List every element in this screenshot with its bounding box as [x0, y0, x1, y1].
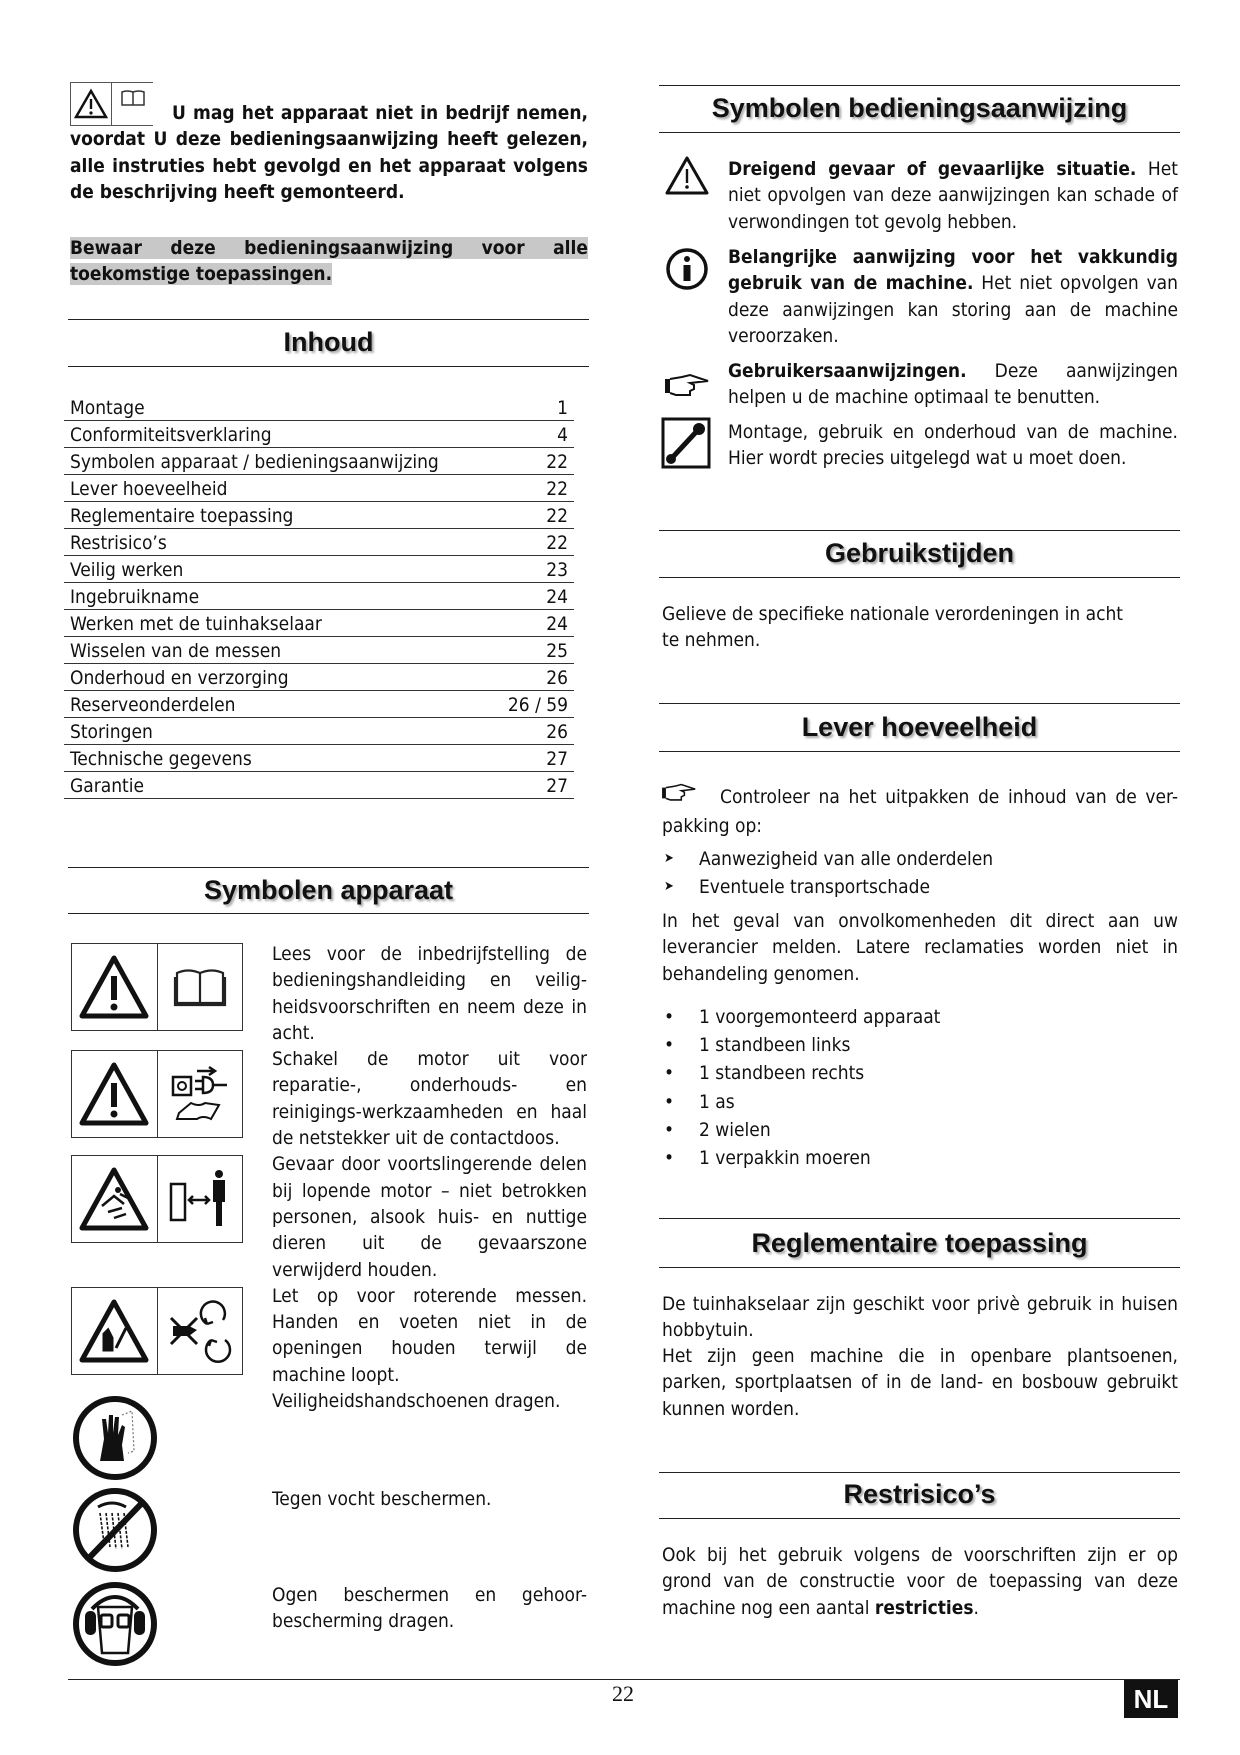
bold-text: restricties [874, 1596, 974, 1619]
list-item-text: Eventuele transportschade [699, 876, 930, 898]
toc-label: Restrisico’s [70, 532, 167, 554]
manual-symbol-user-tips [728, 358, 1178, 411]
toc-row [64, 502, 574, 529]
toc-label: Symbolen apparaat / bedieningsaanwijzing [70, 451, 439, 473]
symbol-description: Let op voor roterende messen. Handen en voeten niet in de openingen houden terwijl de machine loopt. [272, 1284, 587, 1386]
toc-title: Inhoud [283, 327, 374, 357]
intended-use-title: Reglementaire toepassing [751, 1228, 1088, 1258]
delivery-checks [662, 845, 1178, 901]
toc-page: 22 [546, 478, 568, 500]
manual-symbol-info [728, 244, 1178, 349]
list-item-text: 1 verpakkin moeren [699, 1147, 871, 1170]
list-item-text: 2 wielen [699, 1118, 771, 1141]
toc-row [64, 745, 574, 772]
toc-label: Garantie [70, 775, 145, 797]
symbol-description: Veiligheidshandschoenen dragen. [272, 1390, 561, 1413]
symbol-description: Lees voor de inbedrijfstelling de bedieningshandleiding en veilig-heidsvoorschriften en neem deze in acht. [272, 943, 587, 1044]
toc-label: Onderhoud en verzorging [70, 667, 289, 689]
warning-icon [72, 944, 158, 1030]
toc-label: Reglementaire toepassing [70, 505, 294, 527]
toc-page: 26 [546, 721, 568, 743]
keep-distance-icon [158, 1156, 243, 1242]
bullet-icon: • [664, 1062, 675, 1085]
toc-row [64, 637, 574, 664]
toc-label: Lever hoeveelheid [70, 478, 228, 500]
toc-label: Wisselen van de messen [70, 640, 282, 662]
symbol-description: Gevaar door voortslingerende delen bij lopende motor – niet betrokken personen, alsook huis- en nuttige dieren uit de gevaarszone verwijderd houden. [272, 1153, 587, 1281]
unplug-icon [158, 1051, 243, 1137]
toc-page: 26 [546, 667, 568, 689]
usage-times-title: Gebruikstijden [824, 538, 1015, 568]
book-icon [158, 944, 243, 1030]
intro-warning-text: U mag het apparaat niet in bedrijf nemen, voordat U deze bedieningsaanwijzing heeft gelezen, alle instruties hebt gevolgd en het apparaat volgens de beschrijving heeft gemonteerd. [70, 102, 588, 203]
text: Deze aanwijzingen helpen u de machine optimaal te benutten. [728, 360, 1178, 409]
arrow-bullet-icon: ➤ [664, 879, 674, 894]
toc-page: 25 [546, 640, 568, 662]
arrow-bullet-icon: ➤ [664, 851, 674, 866]
symbol-flying-parts [71, 1155, 243, 1243]
bullet-icon: • [664, 1118, 675, 1141]
toc-row [64, 448, 574, 475]
page-number: 22 [612, 1681, 634, 1706]
intro-keep-text [70, 235, 588, 288]
toc-row [64, 691, 574, 718]
usage-times-text: Gelieve de specifieke nationale verordeningen in acht te nehmen. [662, 603, 1124, 652]
manual-symbol-danger [728, 156, 1178, 235]
list-item [662, 1144, 1178, 1172]
manual-symbols-title: Symbolen bedieningsaanwijzing [711, 93, 1128, 123]
toc-page: 24 [546, 613, 568, 635]
bold-lead: Dreigend gevaar of gevaarlijke situatie. [728, 158, 1137, 180]
bullet-icon: • [664, 1147, 675, 1170]
symbol-rotating-blades [71, 1287, 243, 1375]
delivery-contents [662, 1003, 1178, 1172]
table-of-contents [64, 394, 574, 799]
toc-label: Werken met de tuinhakselaar [70, 613, 322, 635]
wrench-icon [661, 417, 711, 476]
text: . [973, 1596, 979, 1619]
language-badge: NL [1124, 1680, 1178, 1718]
residual-risks-title: Restrisico’s [843, 1479, 996, 1509]
text: Montage, gebruik en onderhoud van de machine. Hier wordt precies uitgelegd wat u moet doen. [728, 421, 1178, 470]
toc-page: 1 [557, 397, 568, 419]
bullet-icon: • [664, 1034, 675, 1057]
toc-page: 27 [546, 775, 568, 797]
toc-row [64, 394, 574, 421]
divider [659, 703, 1180, 704]
bold-lead: Gebruikersaanwijzingen. [728, 360, 967, 382]
divider [659, 1218, 1180, 1219]
toc-row [64, 529, 574, 556]
list-item [662, 1031, 1178, 1059]
divider [68, 867, 589, 868]
toc-page: 27 [546, 748, 568, 770]
no-moisture-icon [72, 1487, 158, 1573]
flying-debris-warning-icon [72, 1156, 158, 1242]
divider [659, 1518, 1180, 1519]
delivery-title: Lever hoeveelheid [801, 712, 1038, 742]
divider [659, 1472, 1180, 1473]
symbol-unplug [71, 1050, 243, 1138]
danger-icon [664, 155, 710, 204]
toc-row [64, 475, 574, 502]
divider [659, 85, 1180, 86]
no-hands-rotating-icon [158, 1288, 243, 1374]
divider [659, 751, 1180, 752]
symbol-description: Tegen vocht beschermen. [272, 1488, 492, 1510]
list-item [662, 1059, 1178, 1087]
residual-risks-text [662, 1542, 1178, 1621]
gloves-icon [72, 1395, 158, 1481]
bullet-icon: • [664, 1090, 675, 1113]
divider [68, 366, 589, 367]
toc-page: 23 [546, 559, 568, 581]
toc-page: 22 [546, 505, 568, 527]
divider [659, 530, 1180, 531]
intended-use-p2: Het zijn geen machine die in openbare plantsoenen, parken, sportplaatsen of in de land- en bosbouw gebruikt kunnen worden. [662, 1345, 1178, 1420]
device-symbols-title: Symbolen apparaat [203, 875, 454, 905]
toc-row [64, 718, 574, 745]
toc-row [64, 556, 574, 583]
list-item-text: 1 as [699, 1090, 735, 1113]
toc-page: 24 [546, 586, 568, 608]
cutting-hand-warning-icon [72, 1288, 158, 1374]
list-item-text: 1 standbeen rechts [699, 1062, 865, 1085]
toc-row [64, 664, 574, 691]
toc-label: Technische gegevens [70, 748, 252, 770]
delivery-intro: Controleer na het uitpakken de inhoud van de ver-pakking op: [662, 786, 1178, 837]
toc-label: Montage [70, 397, 145, 419]
pointing-hand-icon [664, 373, 710, 406]
toc-label: Veilig werken [70, 559, 184, 581]
list-item [662, 845, 1178, 873]
intended-use-p1: De tuinhakselaar zijn geschikt voor privè gebruik in huisen hobbytuin. [662, 1293, 1178, 1342]
device-symbols-descriptions [272, 941, 587, 1414]
toc-label: Conformiteitsverklaring [70, 424, 272, 446]
bullet-icon: • [664, 1006, 675, 1028]
list-item [662, 1003, 1178, 1031]
divider [68, 913, 589, 914]
list-item [662, 1116, 1178, 1144]
bold-lead: Belangrijke aanwijzing voor het vakkundig gebruik van de machine. [728, 246, 1178, 295]
divider [68, 319, 589, 320]
toc-row [64, 772, 574, 799]
toc-row [64, 583, 574, 610]
symbol-description: Schakel de motor uit voor reparatie-, onderhouds- en reinigings-werkzaamheden en haal de netstekker uit de contactdoos. [272, 1048, 587, 1150]
divider [659, 1267, 1180, 1268]
text: Het niet opvolgen van deze aanwijzingen kan storing aan de machine veroorzaken. [728, 272, 1178, 347]
toc-label: Reserveonderdelen [70, 694, 236, 716]
toc-page: 4 [557, 424, 568, 446]
toc-row [64, 421, 574, 448]
list-item-text: 1 voorgemonteerd apparaat [699, 1006, 941, 1028]
text: Ook bij het gebruik volgens de voorschriften zijn er op grond van de constructie voor de toepassing van deze machine nog een aantal [662, 1544, 1178, 1619]
info-icon [665, 247, 709, 298]
divider [659, 132, 1180, 133]
warning-icon [72, 1051, 158, 1137]
eye-ear-protection-icon [72, 1581, 158, 1667]
list-item [662, 1088, 1178, 1116]
toc-label: Ingebruikname [70, 586, 200, 608]
symbol-read-manual [71, 943, 243, 1031]
symbol-description: Ogen beschermen en gehoor-bescherming dragen. [272, 1584, 587, 1633]
toc-row [64, 610, 574, 637]
toc-label: Storingen [70, 721, 153, 743]
divider [659, 577, 1180, 578]
toc-page: 26 / 59 [507, 694, 568, 716]
text: Het niet opvolgen van deze aanwijzingen kan schade of verwondingen tot gevolg hebben. [728, 158, 1178, 233]
list-item-text: Aanwezigheid van alle onderdelen [699, 848, 994, 870]
toc-page: 22 [546, 451, 568, 473]
list-item-text: 1 standbeen links [699, 1034, 851, 1057]
manual-symbol-assembly [728, 419, 1178, 472]
toc-page: 22 [546, 532, 568, 554]
highlighted-keep-text: Bewaar deze bedieningsaanwijzing voor alle toekomstige toepassingen. [70, 237, 588, 286]
list-item [662, 873, 1178, 901]
delivery-note: In het geval van onvolkomenheden dit direct aan uw leverancier melden. Latere reclamaties worden niet in behandeling genomen. [662, 910, 1178, 985]
